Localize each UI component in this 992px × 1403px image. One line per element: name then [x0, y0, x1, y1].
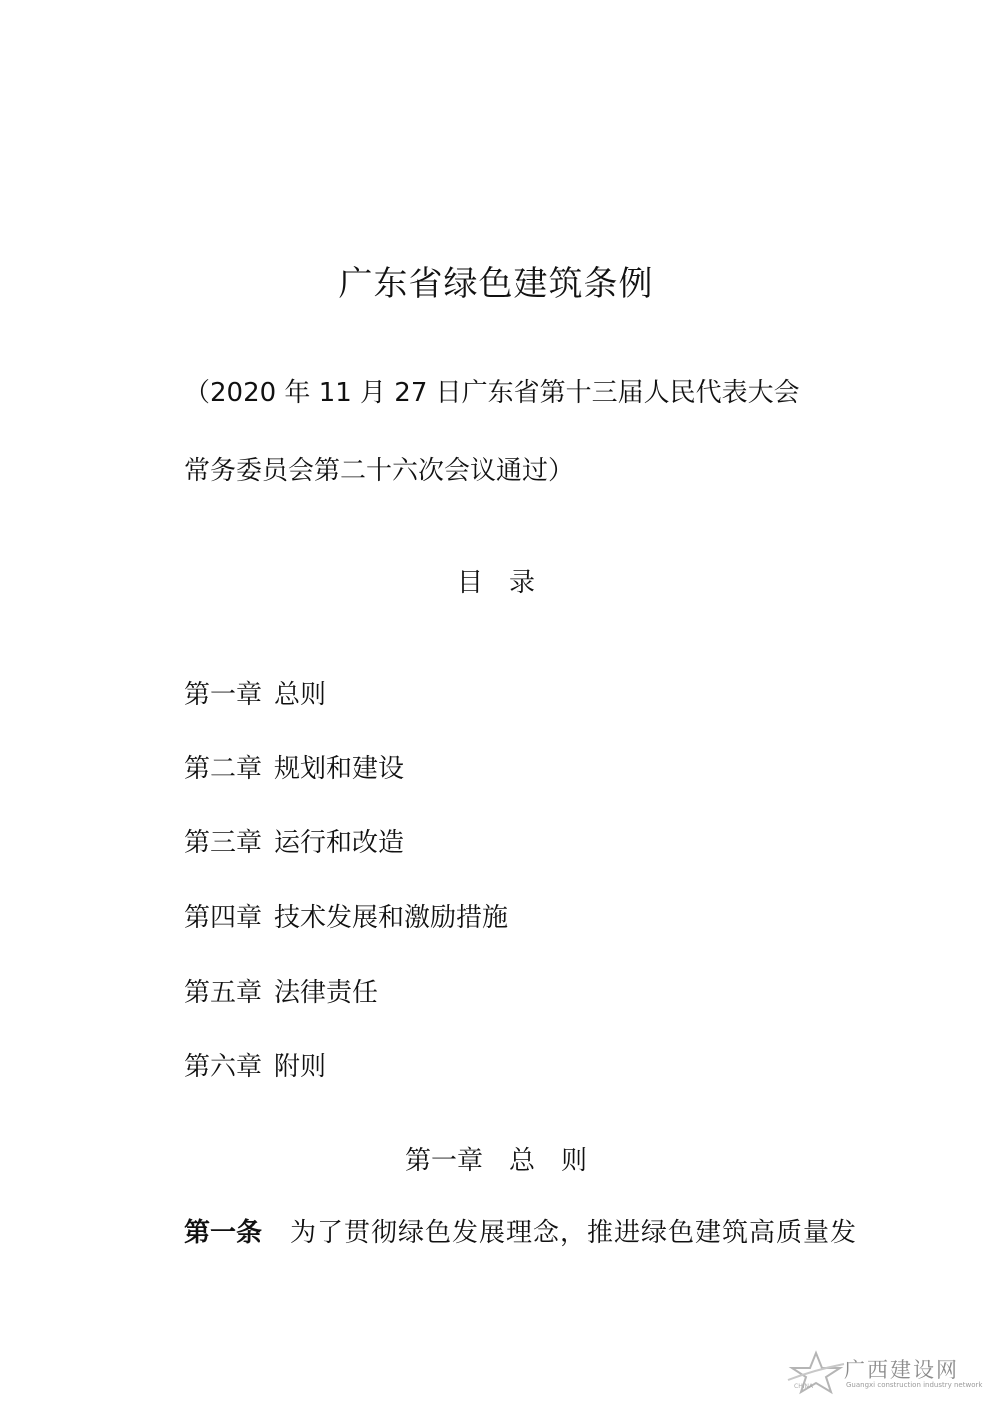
adoption-note-line1: （2020 年 11 月 27 日广东省第十三届人民代表大会	[184, 378, 800, 408]
chapter-heading: 第一章 总 则	[404, 1146, 587, 1176]
article-text: 为了贯彻绿色发展理念，推进绿色建筑高质量发	[290, 1218, 858, 1248]
watermark-logo-text: CHINA	[794, 1383, 814, 1390]
toc-chapter-name: 附则	[274, 1052, 327, 1082]
toc-item	[184, 897, 508, 934]
watermark-tagline: Guangxi construction industry network	[846, 1381, 983, 1389]
toc-chapter-name: 规划和建设	[274, 754, 405, 784]
article-number: 第一条	[184, 1218, 263, 1248]
toc-chapter-number: 第六章	[184, 1052, 263, 1082]
document-title: 广东省绿色建筑条例	[338, 264, 654, 304]
toc-title: 目 录	[456, 568, 535, 598]
adoption-note-line2: 常务委员会第二十六次会议通过）	[184, 456, 575, 486]
watermark-brand: 广西建设网	[844, 1358, 959, 1382]
toc-chapter-number: 第二章	[184, 754, 263, 784]
toc-chapter-name: 总则	[274, 680, 327, 710]
toc-chapter-name: 法律责任	[274, 978, 379, 1008]
toc-item	[184, 674, 326, 711]
toc-item	[184, 972, 378, 1009]
toc-chapter-number: 第五章	[184, 978, 263, 1008]
toc-item	[184, 1046, 326, 1083]
toc-item	[184, 748, 404, 785]
toc-chapter-name: 技术发展和激励措施	[274, 903, 509, 933]
toc-item	[184, 822, 404, 859]
toc-chapter-number: 第四章	[184, 903, 263, 933]
toc-chapter-number: 第一章	[184, 680, 263, 710]
article-paragraph	[184, 1212, 857, 1249]
toc-chapter-number: 第三章	[184, 828, 263, 858]
watermark	[786, 1350, 986, 1398]
toc-chapter-name: 运行和改造	[274, 828, 405, 858]
